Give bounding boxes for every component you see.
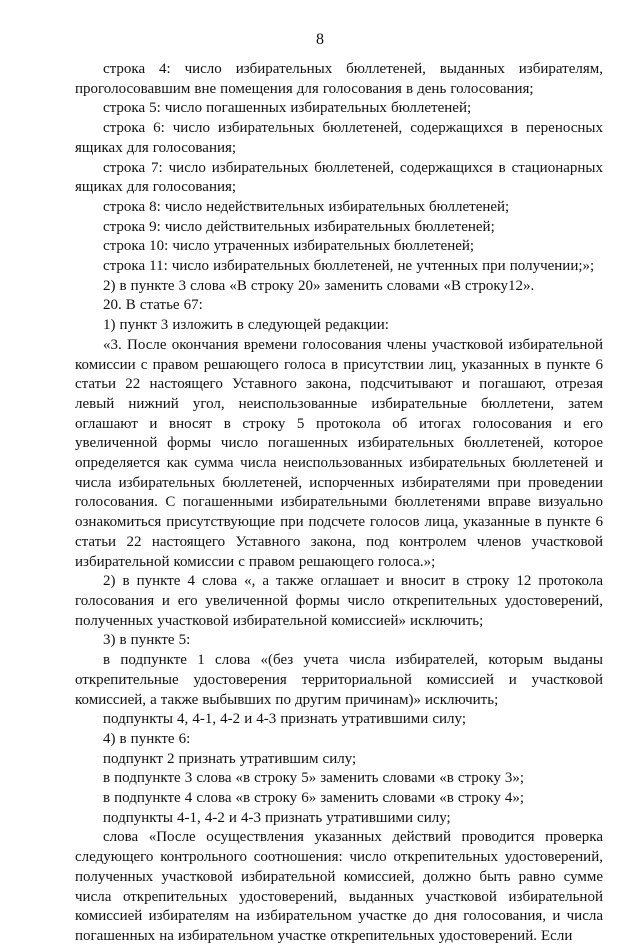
paragraph-row-7: строка 7: число избирательных бюллетеней, содержащихся в стационарных ящиках для голосования; [75,159,603,196]
page-number: 8 [316,31,324,48]
paragraph-section-20: 20. В статье 67: [103,297,203,314]
paragraph-subclause-1: в подпункте 1 слова «(без учета числа избирателей, которым выданы открепительные удостоверения территориальной комиссией и участковой комиссией, а также выбывших по другим причинам)» исключить; [75,652,603,708]
paragraph-row-10: строка 10: число утраченных избирательных бюллетеней; [103,238,475,255]
paragraph-subclause-2: подпункт 2 признать утратившим силу; [103,750,357,767]
paragraph-row-11: строка 11: число избирательных бюллетеней, не учтенных при получении;»; [103,258,595,275]
paragraph-row-8: строка 8: число недействительных избирательных бюллетеней; [103,198,510,215]
paragraph-item-2: 2) в пункте 4 слова «, а также оглашает и вносит в строку 12 протокола голосования и его увеличенной формы число открепительных удостоверений, полученных участковой избирательной комиссией» исключить; [75,573,603,629]
paragraph-subclause-4: в подпункте 4 слова «в строку 6» заменить словами «в строку 4»; [103,790,525,807]
paragraph-row-9: строка 9: число действительных избирательных бюллетеней; [103,218,495,235]
paragraph-row-5: строка 5: число погашенных избирательных бюллетеней; [103,100,472,117]
paragraph-item-4: 4) в пункте 6: [103,730,191,747]
paragraph-row-6: строка 6: число избирательных бюллетеней, содержащихся в переносных ящиках для голосования; [75,120,603,156]
paragraph-subclauses-4: подпункты 4, 4-1, 4-2 и 4-3 признать утратившими силу; [103,711,467,728]
paragraph-control-ratio: слова «После осуществления указанных действий проводится проверка следующего контрольного соотношения: число открепительных удостоверений, полученных участковой избирательной комиссией, должно быть равно сумме числа открепительных удостоверений, выданных участковой избирательной комиссией избирателям на избирательном участке до дня голосования, и числа погашенных на избирательном участке открепительных удостоверений. Если [75,829,603,944]
paragraph-item-2-clause-3: 2) в пункте 3 слова «В строку 20» заменить словами «В строку12». [103,277,535,294]
paragraph-subclause-3: в подпункте 3 слова «в строку 5» заменить словами «в строку 3»; [103,770,525,787]
paragraph-item-3: 3) в пункте 5: [103,632,191,649]
paragraph-row-4: строка 4: число избирательных бюллетеней, выданных избирателям, проголосовавшим вне помещения для голосования в день голосования; [75,61,603,97]
paragraph-item-1: 1) пункт 3 изложить в следующей редакции: [103,317,389,334]
paragraph-subclauses-4-1: подпункты 4-1, 4-2 и 4-3 признать утратившими силу; [103,809,451,826]
document-body [75,60,603,947]
paragraph-new-clause-3: «3. После окончания времени голосования члены участковой избирательной комиссии с правом решающего голоса в присутствии лиц, указанных в пункте 6 статьи 22 настоящего Уставного закона, подсчитывают и погашают, отрезая левый нижний угол, неиспользованные избирательные бюллетени, затем оглашают и вносят в строку 5 протокола об итогах голосования и его увеличенной формы число погашенных избирательных бюллетеней, которое определяется как сумма числа неиспользованных избирательных бюллетеней и числа избирательных бюллетеней, испорченных избирателями при проведении голосования. С погашенными избирательными бюллетенями вправе визуально ознакомиться присутствующие при подсчете голосов лица, указанные в пункте 6 статьи 22 настоящего Уставного закона, под контролем членов участковой избирательной комиссии с правом решающего голоса.»; [75,336,603,570]
